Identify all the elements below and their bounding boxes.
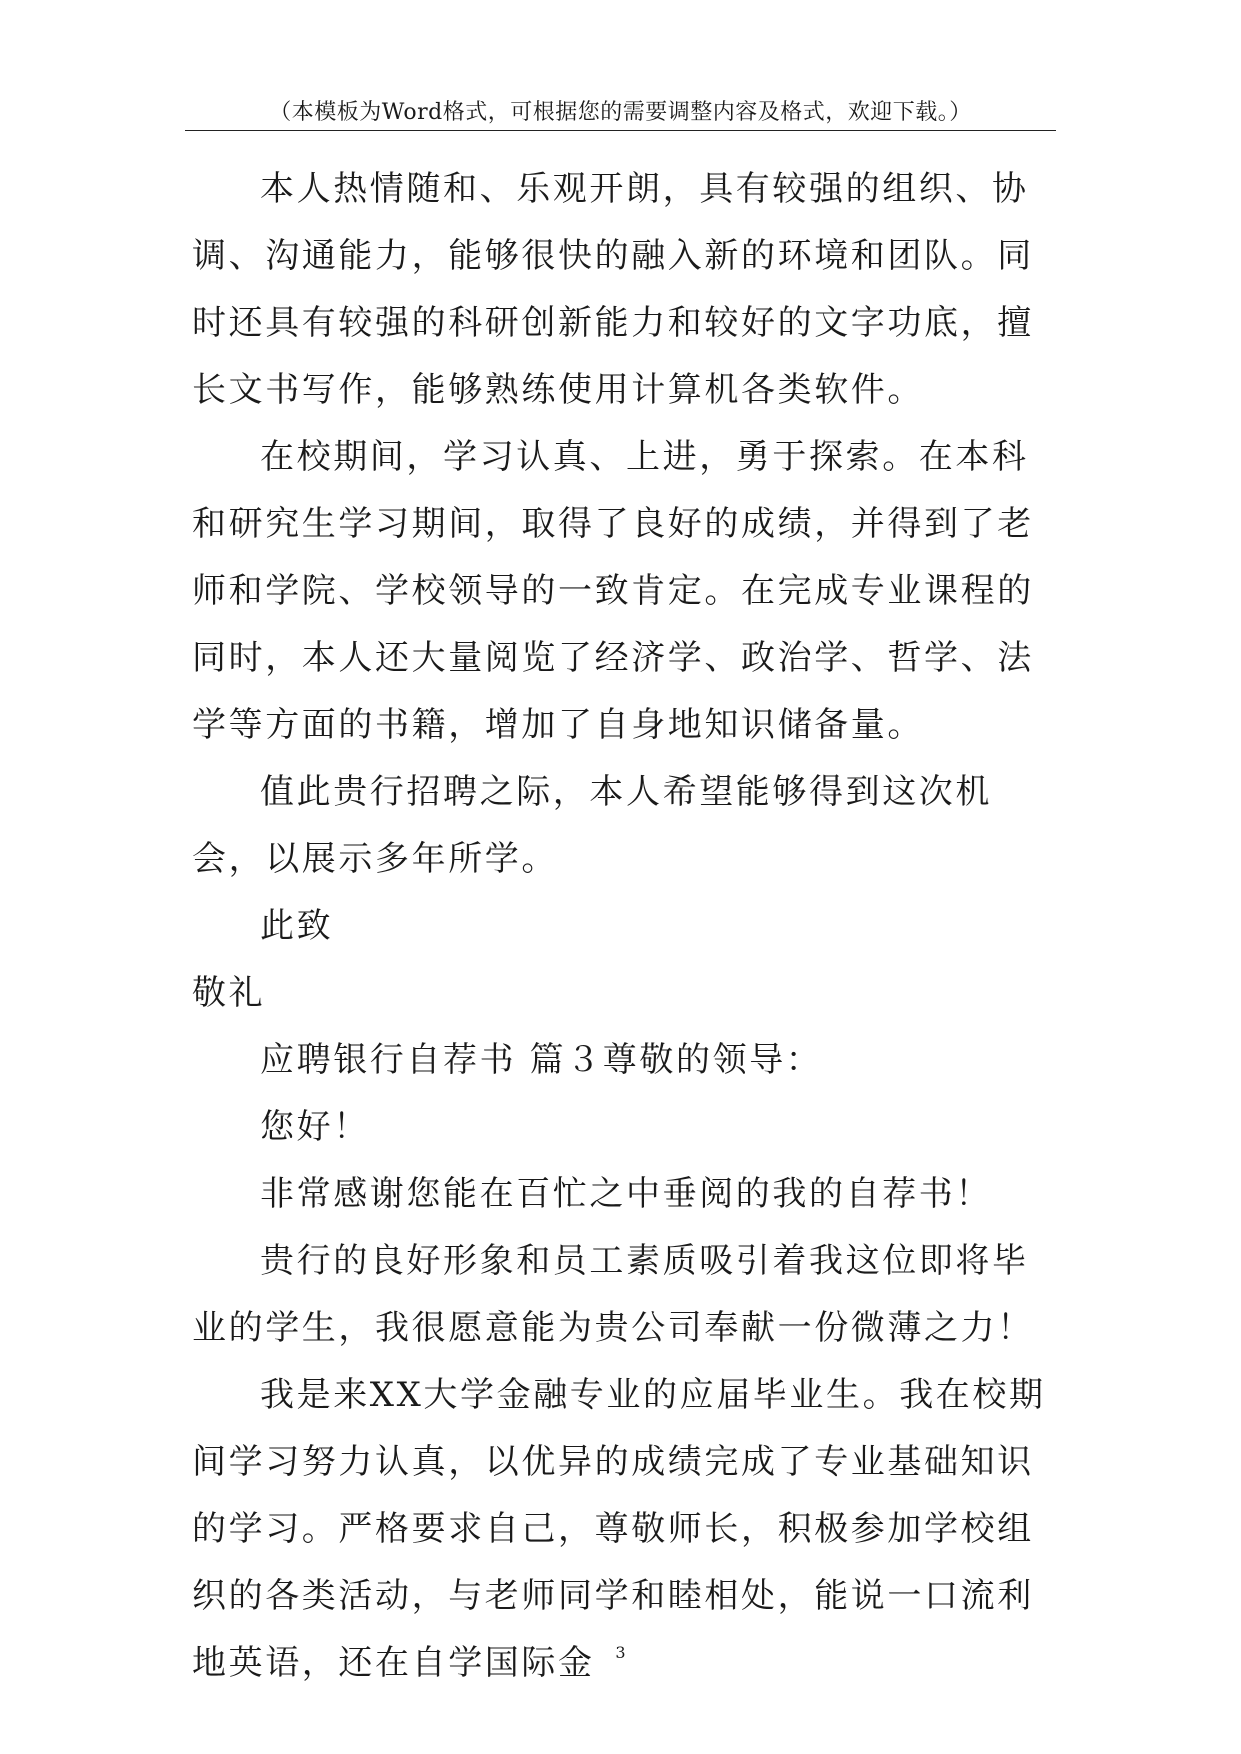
greeting: 您好！ xyxy=(260,1107,370,1147)
paragraph-school-period: 在校期间，学习认真、上进，勇于探索。在本科和研究生学习期间，取得了良好的成绩，并得到了老师和学院、学校领导的一致肯定。在完成专业课程的同时，本人还大量阅览了经济学、政治学、哲学、法学等方面的书籍，增加了自身地知识储备量。 xyxy=(192,437,1034,745)
body-text xyxy=(192,156,1057,1697)
paragraph-recruitment: 值此贵行招聘之际，本人希望能够得到这次机会，以展示多年所学。 xyxy=(192,772,992,879)
page-number: 3 xyxy=(615,1643,626,1662)
header-divider xyxy=(185,130,1056,131)
paragraph-attraction: 贵行的良好形象和员工素质吸引着我这位即将毕业的学生，我很愿意能为贵公司奉献一份微薄之力！ xyxy=(192,1241,1034,1348)
paragraph-self-intro: 本人热情随和、乐观开朗，具有较强的组织、协调、沟通能力，能够很快的融入新的环境和团队。同时还具有较强的科研创新能力和较好的文字功底，擅长文书写作，能够熟练使用计算机各类软件。 xyxy=(192,169,1034,410)
closing-salutation: 此致 xyxy=(260,906,334,946)
paragraph-thanks: 非常感谢您能在百忙之中垂阅的我的自荐书！ xyxy=(260,1174,992,1214)
paragraph-background: 我是来XX大学金融专业的应届毕业生。我在校期间学习努力认真，以优异的成绩完成了专业基础知识的学习。严格要求自己，尊敬师长，积极参加学校组织的各类活动，与老师同学和睦相处，能说一口流利地英语，还在自学国际金 xyxy=(192,1375,1046,1683)
closing-regards: 敬礼 xyxy=(192,973,266,1013)
section-heading-letter-3: 应聘银行自荐书 篇３尊敬的领导： xyxy=(260,1040,823,1080)
header-note: （本模板为Word格式，可根据您的需要调整内容及格式，欢迎下载。） xyxy=(269,100,972,125)
